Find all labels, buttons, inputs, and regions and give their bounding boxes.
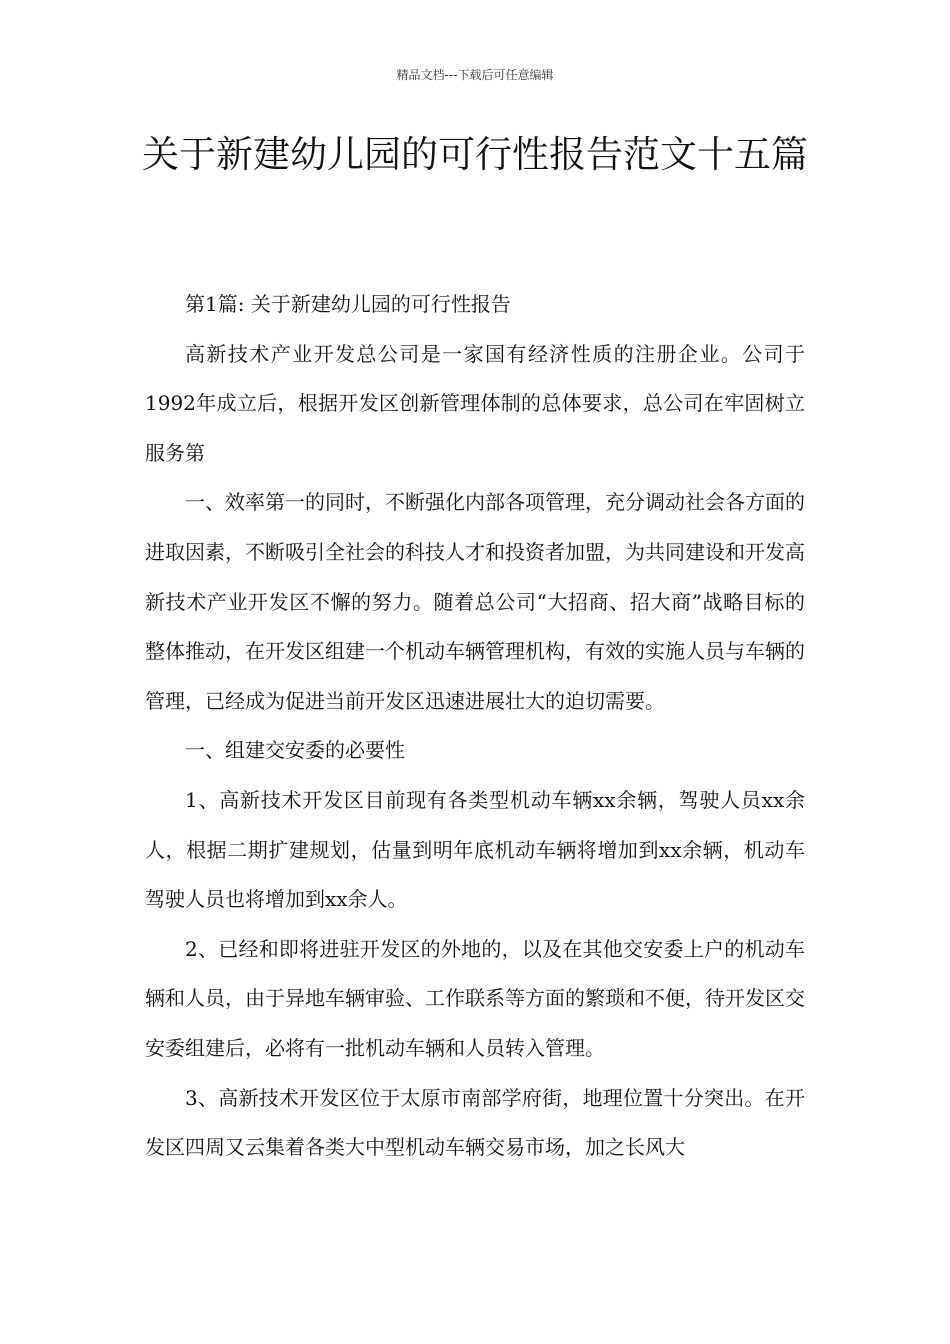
paragraph-3: 一、效率第一的同时，不断强化内部各项管理，充分调动社会各方面的进取因素，不断吸引全社会的科技人才和投资者加盟，为共同建设和开发高新技术产业开发区不懈的努力。随着总公司“大招商、招大商”战略目标的整体推动，在开发区组建一个机动车辆管理机构，有效的实施人员与车辆的管理，已经成为促进当前开发区迅速进展壮大的迫切需要。 bbox=[145, 490, 805, 713]
page-header: 精品文档---下载后可任意编辑 bbox=[396, 68, 554, 82]
document-title: 关于新建幼儿园的可行性报告范文十五篇 bbox=[142, 133, 808, 176]
paragraph-1: 第1篇: 关于新建幼儿园的可行性报告 bbox=[185, 292, 511, 316]
paragraph-2: 高新技术产业开发总公司是一家国有经济性质的注册企业。公司于1992年成立后，根据开发区创新管理体制的总体要求，总公司在牢固树立服务第 bbox=[145, 341, 805, 465]
paragraph-6: 2、已经和即将进驻开发区的外地的，以及在其他交安委上户的机动车辆和人员，由于异地车辆审验、工作联系等方面的繁琐和不便，待开发区交安委组建后，必将有一批机动车辆和人员转入管理。 bbox=[145, 936, 805, 1060]
document-body bbox=[145, 280, 805, 1173]
paragraph-7: 3、高新技术开发区位于太原市南部学府街，地理位置十分突出。在开发区四周又云集着各类大中型机动车辆交易市场，加之长风大 bbox=[145, 1085, 805, 1160]
paragraph-5: 1、高新技术开发区目前现有各类型机动车辆xx余辆，驾驶人员xx余人，根据二期扩建规划，估量到明年底机动车辆将增加到xx余辆，机动车驾驶人员也将增加到xx余人。 bbox=[145, 787, 805, 912]
paragraph-4: 一、组建交安委的必要性 bbox=[185, 738, 405, 763]
